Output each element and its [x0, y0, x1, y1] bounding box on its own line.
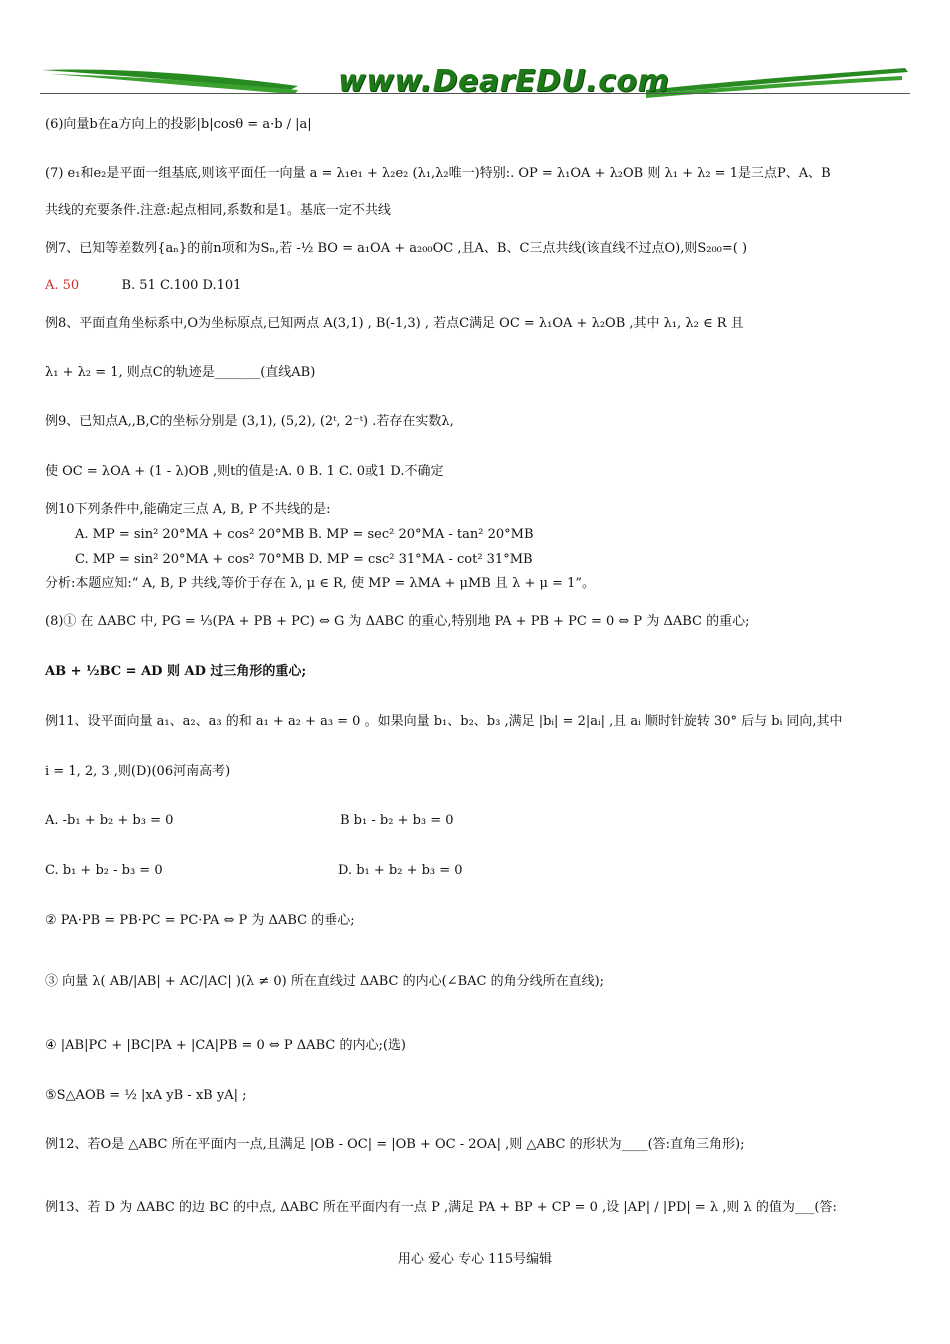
example-11: 例11、设平面向量 a₁、a₂、a₃ 的和 a₁ + a₂ + a₃ = 0 。如果向量 b₁、b₂、b₃ ,满足 |bᵢ| = 2|aᵢ| ,且 aᵢ 顺时针旋转 30° 后与 bᵢ 同向,其中 [45, 714, 843, 729]
example-12: 例12、若O是 △ABC 所在平面内一点,且满足 |OB - OC| = |OB + OC - 2OA| ,则 △ABC 的形状为____(答:直角三角形); [45, 1137, 745, 1152]
item-8-area: ⑤S△AOB = ½ |xA yB - xB yA| ; [45, 1088, 247, 1103]
example-11-option-b: B b₁ - b₂ + b₃ = 0 [340, 813, 454, 828]
item-8-orthocenter: ② PA·PB = PB·PC = PC·PA ⇔ P 为 ΔABC 的垂心; [45, 913, 355, 928]
header-divider [40, 93, 910, 94]
page-footer: 用心 爱心 专心 115号编辑 [397, 1252, 553, 1267]
example-7-options [45, 276, 241, 296]
item-8-incenter-vector: ③ 向量 λ( AB/|AB| + AC/|AC| )(λ ≠ 0) 所在直线过 ΔABC 的内心(∠BAC 的角分线所在直线); [45, 974, 605, 989]
example-10-analysis: 分析:本题应知:“ A, B, P 共线,等价于存在 λ, μ ∈ R, 使 MP = λMA + μMB 且 λ + μ = 1”。 [45, 576, 595, 591]
example-11-option-c: C. b₁ + b₂ - b₃ = 0 [45, 863, 163, 878]
example-11-option-d: D. b₁ + b₂ + b₃ = 0 [338, 863, 463, 878]
example-7-option-a: A. 50 [45, 278, 80, 293]
example-11-option-a: A. -b₁ + b₂ + b₃ = 0 [45, 813, 174, 828]
example-7: 例7、已知等差数列{aₙ}的前n项和为Sₙ,若 -½ BO = a₁OA + a₂₀₀OC ,且A、B、C三点共线(该直线不过点O),则S₂₀₀=( ) [45, 241, 748, 256]
item-7-basis: (7) e₁和e₂是平面一组基底,则该平面任一向量 a = λ₁e₁ + λ₂e₂ (λ₁,λ₂唯一)特别:. OP = λ₁OA + λ₂OB 则 λ₁ + λ₂ = 1是三点P、A、B [45, 166, 831, 181]
example-10-options-cd: C. MP = sin² 20°MA + cos² 70°MB D. MP = csc² 31°MA - cot² 31°MB [75, 552, 533, 567]
example-8: 例8、平面直角坐标系中,O为坐标原点,已知两点 A(3,1) , B(-1,3) , 若点C满足 OC = λ₁OA + λ₂OB ,其中 λ₁, λ₂ ∈ R 且 [45, 316, 744, 331]
item-7-note: 共线的充要条件.注意:起点相同,系数和是1。基底一定不共线 [45, 203, 391, 218]
example-10-options-ab: A. MP = sin² 20°MA + cos² 20°MB B. MP = sec² 20°MA - tan² 20°MB [75, 527, 534, 542]
example-7-options-bcd: B. 51 C.100 D.101 [121, 278, 242, 293]
example-10: 例10下列条件中,能确定三点 A, B, P 不共线的是: [45, 502, 331, 517]
example-8-answer: λ₁ + λ₂ = 1, 则点C的轨迹是_______(直线AB) [45, 365, 316, 380]
example-11-condition: i = 1, 2, 3 ,则(D)(06河南高考) [45, 764, 231, 779]
example-9-options: 使 OC = λOA + (1 - λ)OB ,则t的值是:A. 0 B. 1 C. 0或1 D.不确定 [45, 464, 444, 479]
header-banner [40, 60, 910, 100]
item-8-incenter: ④ |AB|PC + |BC|PA + |CA|PB = 0 ⇔ P ΔABC 的内心;(选) [45, 1038, 406, 1053]
item-8-median: AB + ½BC = AD 则 AD 过三角形的重心; [45, 664, 307, 679]
item-8-centroid: (8)① 在 ΔABC 中, PG = ⅓(PA + PB + PC) ⇔ G 为 ΔABC 的重心,特别地 PA + PB + PC = 0 ⇔ P 为 ΔABC 的重心; [45, 614, 750, 629]
example-9: 例9、已知点A,,B,C的坐标分别是 (3,1), (5,2), (2ᵗ, 2⁻ᵗ) .若存在实数λ, [45, 414, 454, 429]
site-logo[interactable]: www.DearEDU.com [338, 64, 670, 99]
example-13: 例13、若 D 为 ΔABC 的边 BC 的中点, ΔABC 所在平面内有一点 P ,满足 PA + BP + CP = 0 ,设 |AP| / |PD| = λ ,则 λ 的值为___(答: [45, 1200, 837, 1215]
item-6-projection: (6)向量b在a方向上的投影|b|cosθ = a·b / |a| [45, 117, 312, 132]
